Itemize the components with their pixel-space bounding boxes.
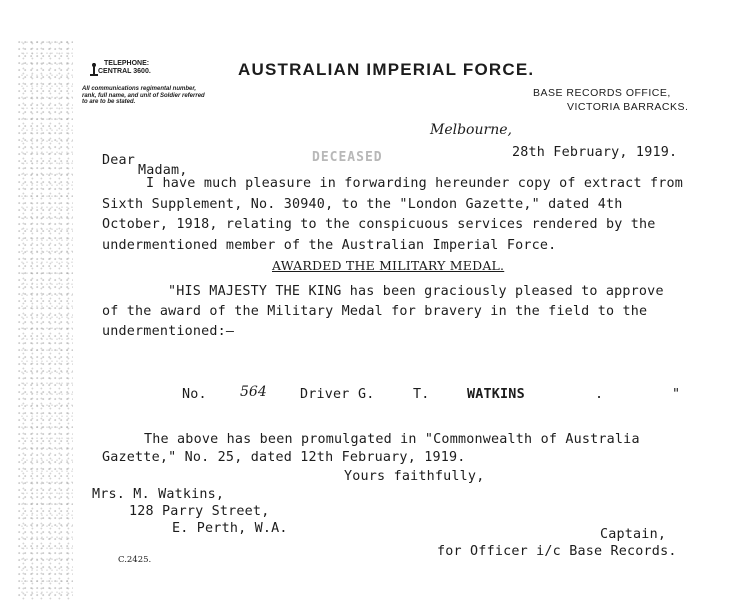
form-number: C.2425.: [118, 555, 152, 565]
city: Melbourne,: [430, 122, 512, 138]
soldier-initial: T.: [413, 387, 430, 402]
paragraph-citation: [102, 282, 664, 342]
soldier-number: 564: [240, 384, 267, 400]
recipient-address: [92, 486, 288, 537]
paragraph-line: of the award of the Military Medal for bravery in the field to the: [102, 304, 648, 319]
soldier-no-label: No.: [182, 387, 207, 402]
soldier-rank: Driver: [300, 387, 350, 402]
salutation-dear: Dear: [102, 153, 136, 168]
paragraph-promulgation: [102, 431, 640, 467]
paragraph-line: Sixth Supplement, No. 30940, to the "London Gazette," dated 4th: [102, 196, 623, 212]
paragraph-line: October, 1918, relating to the conspicuous services rendered by the: [102, 217, 656, 232]
instructions-note: [82, 86, 205, 106]
paragraph-line: undermentioned member of the Australian Imperial Force.: [102, 237, 557, 253]
deceased-stamp: DECEASED: [312, 150, 383, 165]
letterhead-title: AUSTRALIAN IMPERIAL FORCE.: [238, 60, 535, 79]
office-line: BASE RECORDS OFFICE,: [533, 87, 671, 99]
instruction-line: All communications regimental number,: [82, 86, 197, 92]
paragraph-line: undermentioned:—: [102, 324, 235, 339]
letter-date: 28th February, 1919.: [512, 145, 678, 160]
address-line: E. Perth, W.A.: [172, 521, 288, 536]
award-heading: AWARDED THE MILITARY MEDAL.: [272, 258, 505, 273]
address-line: 128 Parry Street,: [129, 504, 270, 519]
signatory-office: for Officer i/c Base Records.: [437, 544, 677, 559]
yours-faithfully: Yours faithfully,: [344, 469, 485, 484]
telephone-block: [82, 60, 151, 76]
telephone-label: TELEPHONE:: [104, 60, 150, 67]
soldier-surname: WATKINS: [467, 387, 525, 402]
address-line: Mrs. M. Watkins,: [92, 487, 225, 502]
paragraph-line: I have much pleasure in forwarding hereunder copy of extract from: [146, 176, 684, 191]
instruction-line: rank, full name, and unit of Soldier referred: [82, 92, 205, 99]
closing-quote: ": [672, 387, 681, 402]
paragraph-line: Gazette," No. 25, dated 12th February, 1919.: [102, 450, 466, 465]
office-line: VICTORIA BARRACKS.: [567, 101, 689, 113]
soldier-dot: .: [595, 387, 604, 402]
paragraph-line: "HIS MAJESTY THE KING has been graciously pleased to approve: [168, 284, 664, 299]
signatory-rank: Captain,: [600, 527, 667, 542]
soldier-initial: G.: [358, 387, 375, 402]
salutation-madam: Madam,: [138, 163, 188, 178]
paragraph-extract: [102, 174, 683, 256]
telephone-number: CENTRAL 3600.: [98, 68, 151, 75]
scan-noise-strip: [18, 40, 73, 600]
office-address: [533, 86, 688, 114]
paragraph-line: The above has been promulgated in "Commonwealth of Australia: [144, 432, 640, 447]
instruction-line: to are to be stated.: [82, 99, 136, 105]
